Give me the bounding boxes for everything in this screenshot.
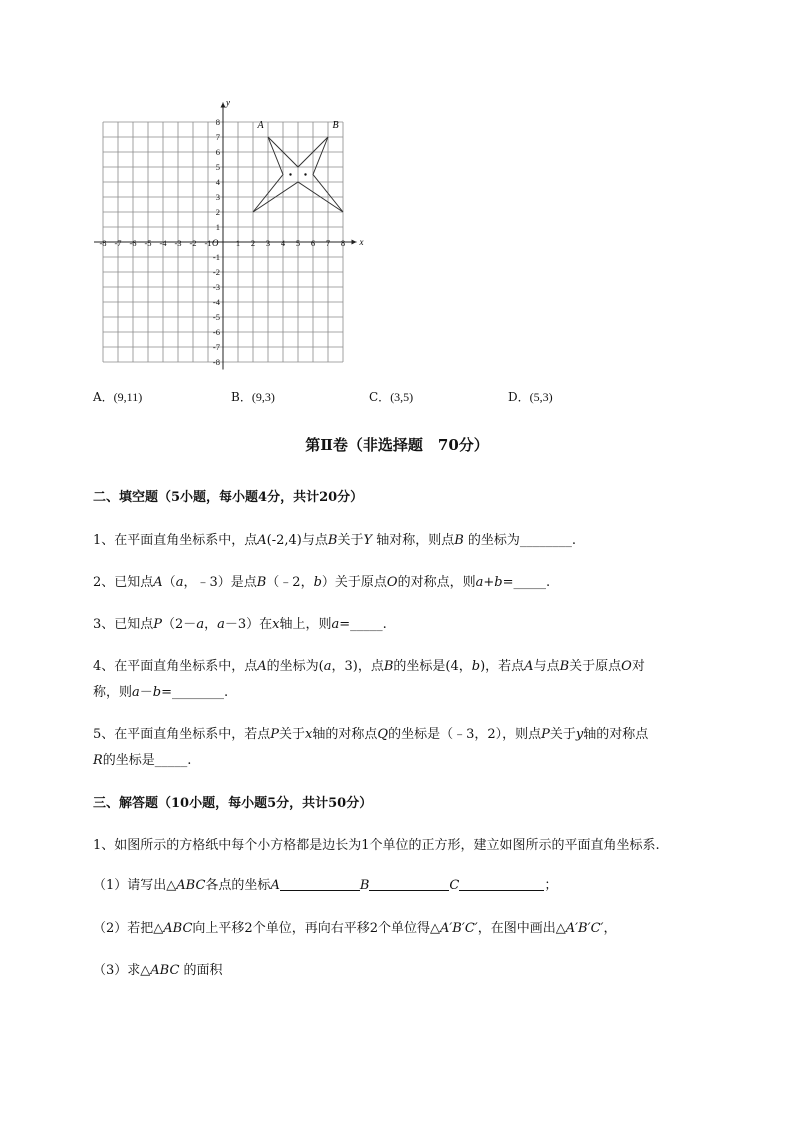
answer-blank-b — [369, 878, 449, 891]
x-tick-label: 6 — [310, 238, 316, 248]
x-tick-label: 3 — [265, 238, 271, 248]
option-letter: B． — [231, 390, 252, 404]
fill-question-3: 3、已知点P（2－a，a－3）在x轴上，则a=_____. — [93, 617, 387, 632]
y-axis-arrow — [221, 103, 226, 108]
fill-question-4-line-2: 称，则a－b=________. — [93, 685, 229, 700]
y-tick-label: 6 — [215, 147, 220, 157]
fill-question-5-line-2: R的坐标是_____. — [93, 753, 192, 768]
part2-title: 第Ⅱ卷（非选择题 70分） — [305, 436, 489, 454]
option-letter: C． — [369, 390, 391, 404]
y-tick-label: 8 — [215, 117, 220, 127]
y-tick-label: 2 — [215, 207, 220, 217]
x-tick-label: -2 — [189, 238, 197, 248]
option-d — [508, 388, 553, 405]
x-tick-label: -8 — [99, 238, 107, 248]
x-tick-label: -3 — [174, 238, 182, 248]
option-letter: A． — [93, 390, 114, 404]
y-tick-label: -4 — [212, 297, 220, 307]
point-b-label: B — [332, 120, 339, 131]
y-tick-label: -5 — [212, 312, 220, 322]
figure-dot — [289, 173, 291, 175]
answer-blank-c — [459, 878, 544, 891]
x-tick-label: -5 — [144, 238, 152, 248]
option-c — [369, 388, 413, 405]
origin-label: O — [212, 238, 219, 248]
option-b — [231, 388, 275, 405]
x-axis-label: x — [359, 237, 364, 247]
option-letter: D． — [508, 390, 530, 404]
y-tick-label: 3 — [215, 192, 220, 202]
y-tick-label: 4 — [215, 177, 220, 187]
x-tick-label: -7 — [114, 238, 122, 248]
y-tick-label: -3 — [212, 282, 220, 292]
x-tick-label: 8 — [340, 238, 346, 248]
solve-question-1-sub-2: （2）若把△ABC向上平移2个单位，再向右平移2个单位得△A′B′C′，在图中画出△A′B′C′， — [93, 921, 617, 936]
y-tick-label: -1 — [212, 252, 220, 262]
x-tick-label: 4 — [280, 238, 286, 248]
option-a — [93, 388, 142, 405]
option-value: (5,3) — [529, 390, 553, 404]
y-tick-label: -7 — [212, 342, 220, 352]
option-value: (9,3) — [251, 390, 275, 404]
y-tick-label: -8 — [212, 357, 220, 367]
y-tick-label: 1 — [215, 222, 220, 232]
solve-question-1-sub-3: （3）求△ABC 的面积 — [93, 963, 223, 978]
x-tick-label: -6 — [129, 238, 137, 248]
fill-question-2: 2、已知点A（a，﹣3）是点B（﹣2，b）关于原点O的对称点，则a+b=_____. — [93, 575, 551, 590]
fill-question-4-line-1: 4、在平面直角坐标系中，点A的坐标为(a，3)，点B的坐标是(4，b)，若点A与点B关于原点O对 — [93, 659, 645, 674]
y-tick-label: 5 — [215, 162, 220, 172]
y-tick-label: -6 — [212, 327, 220, 337]
coordinate-graph — [90, 92, 380, 372]
x-tick-label: -4 — [159, 238, 167, 248]
x-axis-arrow — [352, 240, 357, 245]
solve-question-1-intro: 1、如图所示的方格纸中每个小方格都是边长为1个单位的正方形，建立如图所示的平面直角坐标系. — [93, 838, 660, 853]
y-tick-label: -2 — [212, 267, 220, 277]
fill-question-1: 1、在平面直角坐标系中，点A(-2,4)与点B关于Y 轴对称，则点B 的坐标为________. — [93, 533, 577, 548]
figure-dot — [304, 173, 306, 175]
answer-blank-a — [280, 878, 360, 891]
x-tick-label: 2 — [250, 238, 256, 248]
option-value: (3,5) — [390, 390, 414, 404]
fill-question-5-line-1: 5、在平面直角坐标系中，若点P关于x轴的对称点Q的坐标是（﹣3，2），则点P关于y轴的对称点 — [93, 727, 649, 742]
section3-heading: 三、解答题（10小题，每小题5分，共计50分） — [93, 796, 373, 811]
y-tick-label: 7 — [215, 132, 220, 142]
x-tick-label: 1 — [235, 238, 241, 248]
section2-heading: 二、填空题（5小题，每小题4分，共计20分） — [93, 490, 364, 505]
option-value: (9,11) — [113, 390, 143, 404]
y-axis-label: y — [226, 97, 230, 108]
solve-question-1-sub-1: （1）请写出△ABC各点的坐标A B C ； — [93, 878, 558, 893]
x-tick-label: 5 — [295, 238, 301, 248]
x-tick-label: -1 — [204, 238, 212, 248]
x-tick-label: 7 — [325, 238, 331, 248]
point-a-label: A — [257, 120, 264, 131]
